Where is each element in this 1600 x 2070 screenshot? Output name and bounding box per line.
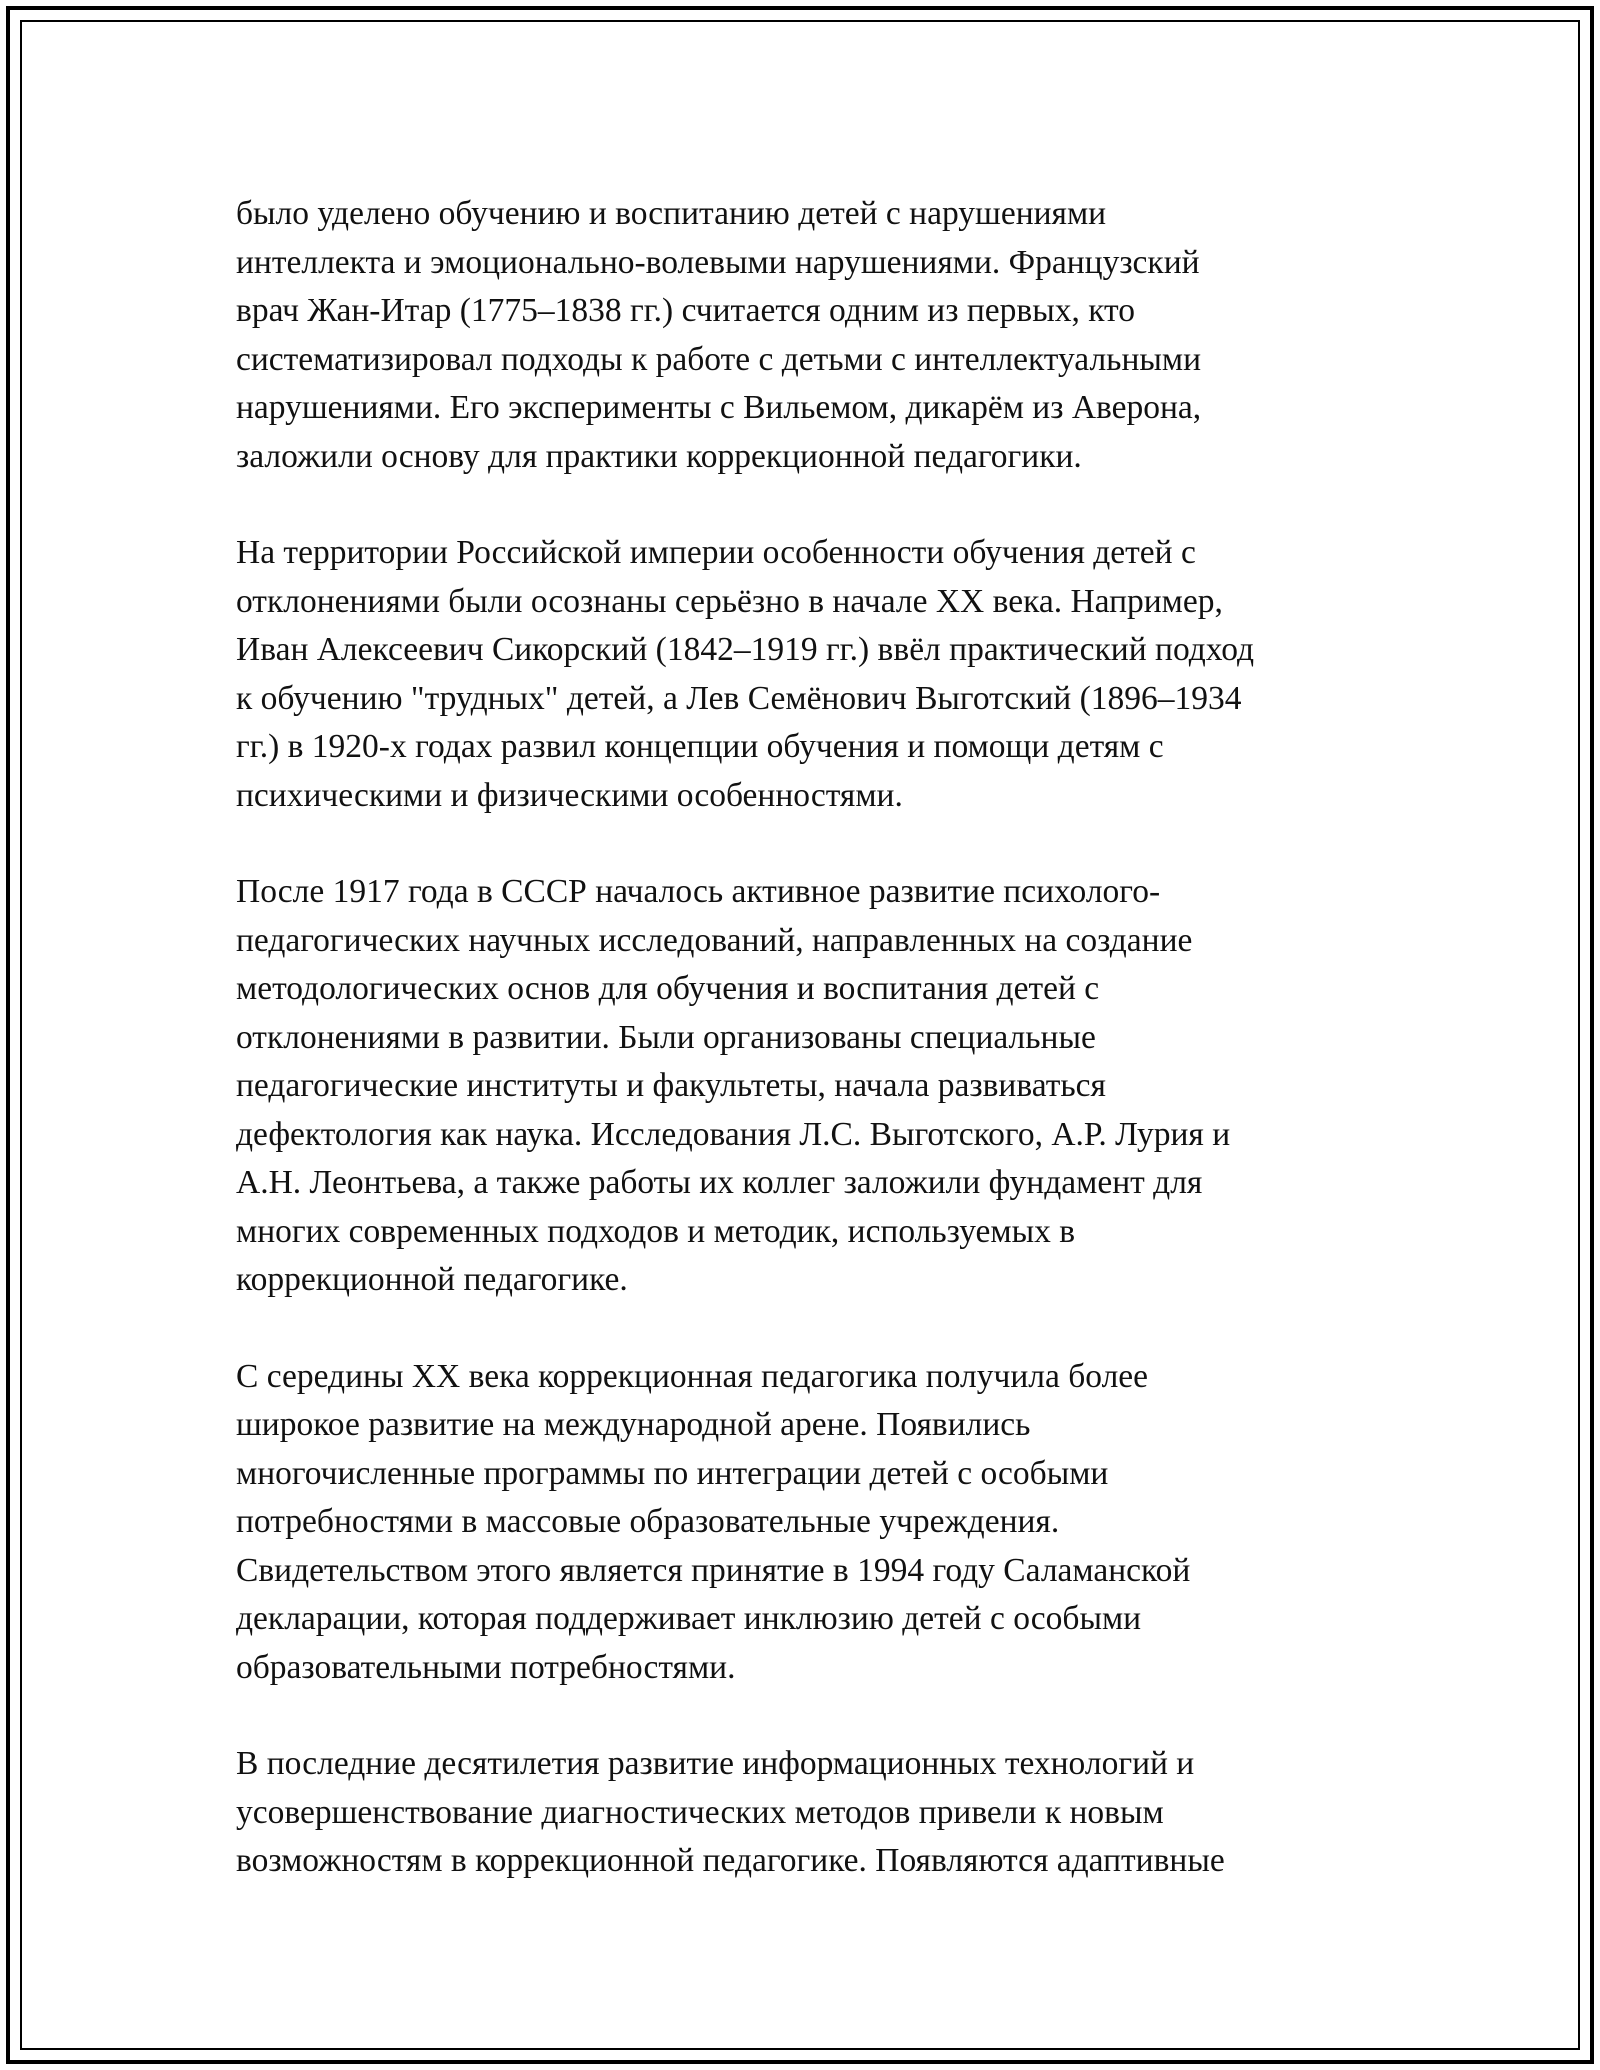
text-line: отклонениями были осознаны серьёзно в начале XX века. Например, xyxy=(236,582,1223,620)
document-body xyxy=(236,190,1366,1934)
text-line: педагогических научных исследований, направленных на создание xyxy=(236,921,1193,959)
text-line: отклонениями в развитии. Были организованы специальные xyxy=(236,1018,1096,1056)
text-line: гг.) в 1920-х годах развил концепции обучения и помощи детям с xyxy=(236,728,1164,765)
text-line: А.Н. Леонтьева, а также работы их коллег заложили фундамент для xyxy=(236,1164,1203,1201)
text-line: было уделено обучению и воспитанию детей с нарушениями xyxy=(236,195,1107,232)
text-line: широкое развитие на международной арене. Появились xyxy=(236,1406,1031,1443)
text-line: врач Жан-Итар (1775–1838 гг.) считается одним из первых, кто xyxy=(236,292,1135,329)
text-line: возможностям в коррекционной педагогике. Появляются адаптивные xyxy=(236,1842,1225,1879)
paragraph-4 xyxy=(236,1353,1366,1693)
text-line: Иван Алексеевич Сикорский (1842–1919 гг.) ввёл практический подход xyxy=(236,631,1255,668)
text-line: к обучению "трудных" детей, а Лев Семёнович Выготский (1896–1934 xyxy=(236,679,1242,717)
text-line: усовершенствование диагностических методов привели к новым xyxy=(236,1793,1164,1831)
text-line: психическими и физическими особенностями. xyxy=(236,776,903,814)
text-line: Свидетельством этого является принятие в 1994 году Саламанской xyxy=(236,1551,1191,1589)
text-line: интеллекта и эмоционально-волевыми нарушениями. Французский xyxy=(236,243,1200,281)
text-line: С середины XX века коррекционная педагогика получила более xyxy=(236,1357,1149,1395)
text-line: На территории Российской империи особенности обучения детей с xyxy=(236,534,1196,571)
text-line: заложили основу для практики коррекционной педагогики. xyxy=(236,437,1082,475)
text-line: дефектология как наука. Исследования Л.С. Выготского, А.Р. Лурия и xyxy=(236,1115,1231,1153)
text-line: декларации, которая поддерживает инклюзию детей с особыми xyxy=(236,1600,1142,1637)
text-line: После 1917 года в СССР началось активное развитие психолого- xyxy=(236,873,1161,910)
text-line: В последние десятилетия развитие информационных технологий и xyxy=(236,1745,1195,1782)
text-line: систематизировал подходы к работе с детьми с интеллектуальными xyxy=(236,340,1202,378)
text-line: образовательными потребностями. xyxy=(236,1648,736,1686)
text-line: многих современных подходов и методик, используемых в xyxy=(236,1212,1076,1250)
text-line: нарушениями. Его эксперименты с Вильемом, дикарём из Аверона, xyxy=(236,389,1202,426)
text-line: потребностями в массовые образовательные учреждения. xyxy=(236,1503,1060,1540)
paragraph-2 xyxy=(236,529,1366,820)
text-line: многочисленные программы по интеграции детей с особыми xyxy=(236,1454,1109,1492)
paragraph-5 xyxy=(236,1740,1366,1886)
text-line: коррекционной педагогике. xyxy=(236,1261,628,1298)
text-line: педагогические институты и факультеты, начала развиваться xyxy=(236,1067,1106,1104)
paragraph-1 xyxy=(236,190,1366,481)
paragraph-3 xyxy=(236,868,1366,1305)
text-line: методологических основ для обучения и воспитания детей с xyxy=(236,970,1100,1007)
